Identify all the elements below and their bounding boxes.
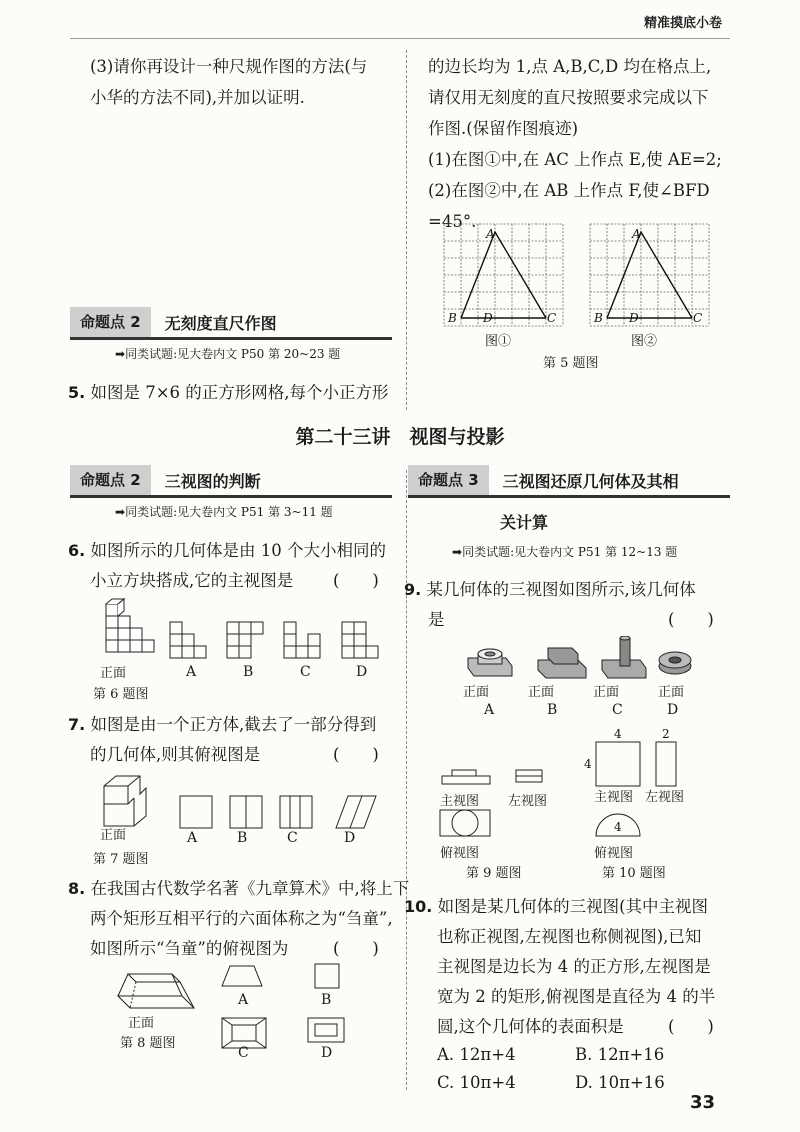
topic-banner-three-views	[70, 465, 261, 495]
q10-left-view-label: 左视图	[645, 790, 685, 805]
q10-dim-width: 2	[662, 728, 670, 741]
q9-option-c-solid	[602, 636, 646, 678]
q9-blank: ( )	[668, 610, 714, 629]
q3-line-1: (3)请你再设计一种尺规作图的方法(与	[90, 57, 368, 76]
q6-front-label: 正面	[100, 666, 127, 681]
q7-option-c: C	[287, 830, 298, 846]
q8-option-a-shape	[222, 966, 262, 986]
arrow-icon: ➡	[452, 545, 463, 559]
q7-option-b: B	[237, 830, 248, 846]
point-d-1: D	[483, 311, 493, 325]
banner-title-continued: 关计算	[500, 513, 549, 532]
q9-option-d: D	[667, 702, 679, 718]
q6-line-1: 6. 如图所示的几何体是由 10 个大小相同的	[68, 541, 386, 560]
banner-underline	[70, 337, 392, 340]
q6-caption: 第 6 题图	[93, 687, 149, 702]
q5-line-3: 作图.(保留作图痕迹)	[428, 119, 579, 138]
point-c-2: C	[693, 311, 703, 325]
q3-line-2: 小华的方法不同),并加以证明.	[90, 88, 305, 107]
q6-option-c: C	[300, 664, 311, 680]
q6-option-c-shape	[284, 622, 296, 634]
q10-choice-d: D. 10π+16	[575, 1073, 665, 1092]
q7-line-2: 的几何体,则其俯视图是	[90, 745, 261, 764]
q9-number: 9.	[404, 580, 422, 599]
q10-main-view-label: 主视图	[594, 790, 634, 805]
q7-caption: 第 7 题图	[93, 852, 149, 867]
reference-line: ➡同类试题:见大卷内文 P51 第 3~11 题	[115, 505, 333, 519]
q10-dim-top: 4	[614, 728, 622, 741]
point-a-1: A	[486, 227, 495, 241]
reference-line: ➡同类试题:见大卷内文 P51 第 12~13 题	[452, 545, 678, 559]
grid-2	[590, 224, 709, 326]
q9-option-c: C	[612, 702, 623, 718]
q9-front-c: 正面	[593, 685, 620, 700]
q10-line-5: 圆,这个几何体的表面积是	[437, 1017, 624, 1036]
column-separator-top	[406, 50, 408, 410]
q10-caption: 第 10 题图	[602, 866, 666, 881]
header-rule	[70, 38, 730, 39]
point-b-1: B	[448, 311, 457, 325]
q7-option-a-shape	[180, 796, 212, 828]
fig-2-label: 图②	[631, 334, 658, 349]
banner-underline	[408, 495, 730, 498]
fig-1-label: 图①	[485, 334, 512, 349]
banner-title: 三视图还原几何体及其相	[502, 471, 679, 491]
q5-intro: 5. 如图是 7×6 的正方形网格,每个小正方形	[68, 383, 389, 402]
topic-banner-straightedge	[70, 307, 277, 337]
q6-option-a-shape	[170, 622, 182, 634]
q10-left-view	[656, 742, 676, 786]
q6-blank: ( )	[333, 571, 379, 590]
q9-top-view	[440, 810, 490, 836]
q8-caption: 第 8 题图	[120, 1036, 176, 1051]
grid-1	[444, 224, 563, 326]
q6-option-d: D	[356, 664, 368, 680]
q9-option-a: A	[484, 702, 495, 718]
q5-line-2: 请仅用无刻度的直尺按照要求完成以下	[428, 88, 709, 107]
section-title: 第二十三讲 视图与投影	[295, 426, 505, 448]
q9-front-b: 正面	[528, 685, 555, 700]
q8-option-d-shape	[308, 1018, 344, 1042]
q6-option-b: B	[243, 664, 254, 680]
q7-option-c-shape	[280, 796, 312, 828]
q5-line-4: (1)在图①中,在 AC 上作点 E,使 AE=2;	[428, 150, 722, 169]
arrow-icon: ➡	[115, 505, 126, 519]
page-number: 33	[690, 1092, 716, 1113]
banner-tag: 命题点 2	[70, 465, 151, 495]
q7-blank: ( )	[333, 745, 379, 764]
q8-option-c: C	[238, 1045, 249, 1061]
q9-option-d-solid	[659, 652, 691, 674]
arrow-icon: ➡	[115, 347, 126, 361]
q5-line-5: (2)在图②中,在 AB 上作点 F,使∠BFD	[428, 181, 710, 200]
q10-line-4: 宽为 2 的矩形,俯视图是直径为 4 的半	[437, 987, 716, 1006]
q10-blank: ( )	[668, 1017, 714, 1036]
banner-tag: 命题点 3	[408, 465, 489, 495]
q10-choice-b: B. 12π+16	[575, 1045, 665, 1064]
q10-main-view	[596, 742, 640, 786]
q5-line-6: =45°.	[428, 212, 477, 231]
q10-line-1: 10. 如图是某几何体的三视图(其中主视图	[404, 897, 709, 916]
q7-option-a: A	[187, 830, 198, 846]
q9-top-view-label: 俯视图	[440, 846, 480, 861]
q5-grid-figures	[430, 218, 730, 398]
q10-line-2: 也称正视图,左视图也称侧视图),已知	[437, 927, 702, 946]
q9-caption: 第 9 题图	[466, 866, 522, 881]
banner-title: 三视图的判断	[164, 471, 261, 491]
topic-banner-restore-solid	[408, 465, 679, 495]
q8-blank: ( )	[333, 939, 379, 958]
q6-figure	[92, 596, 392, 666]
point-c-1: C	[547, 311, 557, 325]
q9-option-b-solid	[538, 648, 586, 678]
banner-underline	[70, 495, 392, 498]
q8-option-b-shape	[315, 964, 339, 988]
q10-dim-diameter: 4	[614, 820, 622, 834]
q9-line-2: 是	[428, 610, 445, 629]
q9-left-view-label: 左视图	[508, 794, 548, 809]
q9-front-d: 正面	[658, 685, 685, 700]
q6-line-2: 小立方块搭成,它的主视图是	[90, 571, 294, 590]
q6-option-a: A	[186, 664, 197, 680]
q8-front-label: 正面	[128, 1016, 155, 1031]
q8-line-1: 8. 在我国古代数学名著《九章算术》中,将上下	[68, 879, 410, 898]
q10-dim-side: 4	[584, 757, 592, 771]
q7-front-label: 正面	[100, 828, 127, 843]
q9-main-view-label: 主视图	[440, 794, 480, 809]
q8-option-d: D	[321, 1045, 333, 1061]
q5-number: 5.	[68, 383, 86, 402]
q9-line-1: 9. 某几何体的三视图如图所示,该几何体	[404, 580, 696, 599]
point-d-2: D	[629, 311, 639, 325]
q9-main-view-top	[452, 770, 476, 776]
q8-number: 8.	[68, 879, 86, 898]
brand-header: 精准摸底小卷	[643, 16, 722, 31]
q5-caption: 第 5 题图	[543, 356, 599, 371]
q10-choice-c: C. 10π+4	[437, 1073, 516, 1092]
q8-line-3: 如图所示“刍童”的俯视图为	[90, 939, 289, 958]
q10-top-view-label: 俯视图	[594, 846, 634, 861]
column-separator-bottom	[406, 470, 408, 1090]
q6-option-b-shape	[227, 622, 239, 634]
q10-choice-a: A. 12π+4	[437, 1045, 516, 1064]
q10-line-3: 主视图是边长为 4 的正方形,左视图是	[437, 957, 711, 976]
q7-number: 7.	[68, 715, 86, 734]
reference-line: ➡同类试题:见大卷内文 P50 第 20~23 题	[115, 347, 341, 361]
point-a-2: A	[632, 227, 641, 241]
q9-options-figure	[460, 636, 700, 686]
point-b-2: B	[594, 311, 603, 325]
banner-tag: 命题点 2	[70, 307, 151, 337]
q8-option-b: B	[321, 992, 332, 1008]
q9-option-a-solid	[468, 649, 512, 676]
q6-option-d-shape	[342, 622, 354, 634]
q8-option-a: A	[238, 992, 249, 1008]
banner-title: 无刻度直尺作图	[164, 313, 277, 333]
q10-number: 10.	[404, 897, 433, 916]
q9-front-a: 正面	[463, 685, 490, 700]
q5-line-1: 的边长均为 1,点 A,B,C,D 均在格点上,	[428, 57, 712, 76]
q7-option-d: D	[344, 830, 356, 846]
q8-line-2: 两个矩形互相平行的六面体称之为“刍童”,	[90, 909, 393, 928]
q7-line-1: 7. 如图是由一个正方体,截去了一部分得到	[68, 715, 377, 734]
q6-number: 6.	[68, 541, 86, 560]
q9-option-b: B	[547, 702, 558, 718]
q9-main-view-base	[442, 776, 490, 784]
